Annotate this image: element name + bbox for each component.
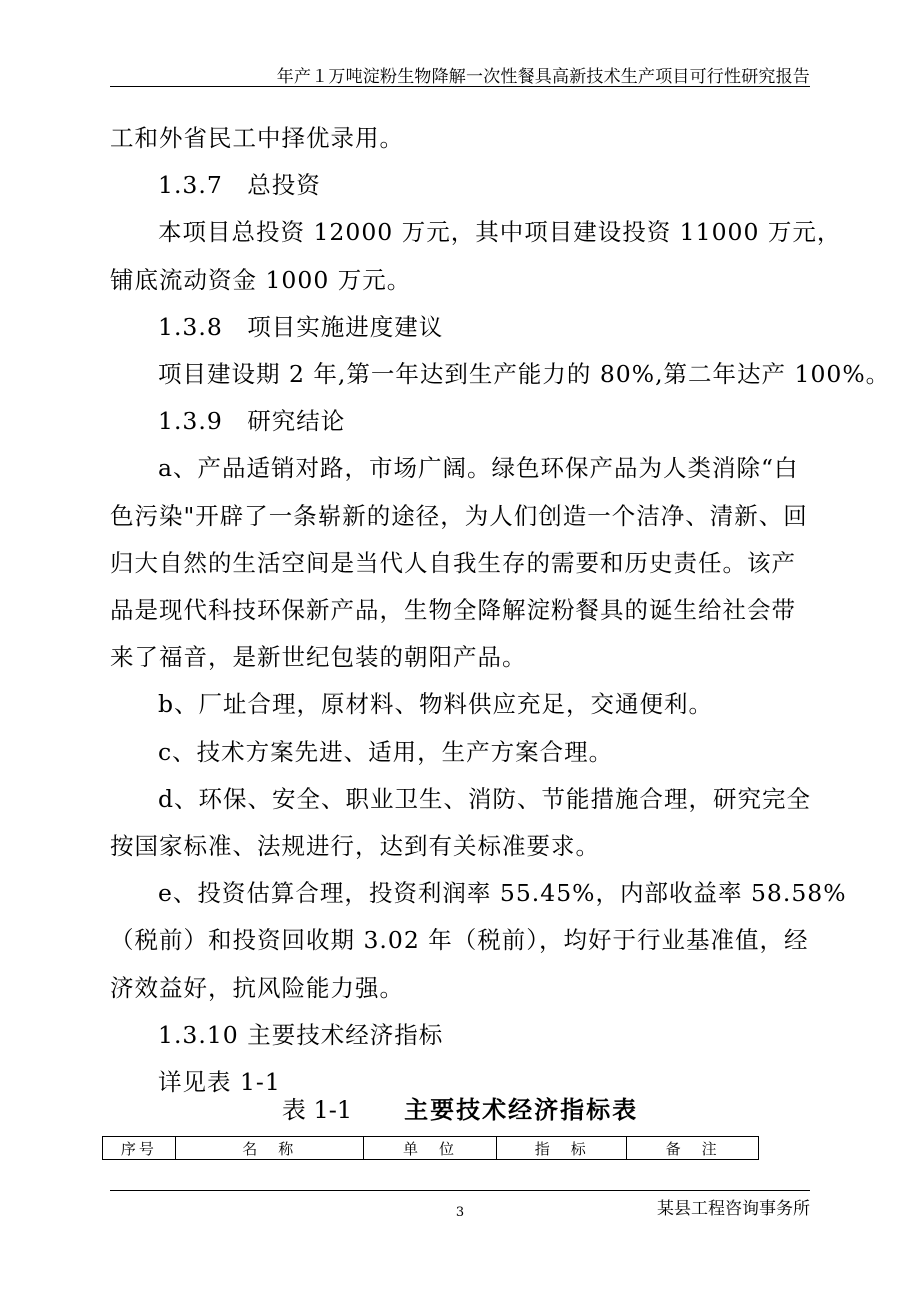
conclusion-a-line: 来了福音，是新世纪包装的朝阳产品。: [110, 643, 527, 672]
table-number: 表 1-1: [281, 1096, 353, 1124]
table-title: 主要技术经济指标表: [404, 1095, 639, 1124]
section-heading-1-3-8: 1.3.8 项目实施进度建议: [158, 312, 444, 341]
running-header: 年产１万吨淀粉生物降解一次性餐具高新技术生产项目可行性研究报告: [276, 67, 810, 87]
table-caption: [0, 1090, 920, 1125]
column-header-indicator: 指 标: [497, 1137, 627, 1160]
page-number: 3: [455, 1205, 465, 1220]
header-rule: [110, 86, 810, 87]
paragraph-schedule: 项目建设期 2 年,第一年达到生产能力的 80%,第二年达产 100%。: [158, 360, 891, 389]
conclusion-e-line: 济效益好，抗风险能力强。: [110, 973, 404, 1002]
indicator-table: [102, 1136, 759, 1160]
paragraph-see-table: 详见表 1-1: [158, 1068, 281, 1097]
conclusion-a: a、产品适销对路，市场广阔。绿色环保产品为人类消除“白: [158, 454, 799, 483]
conclusion-e-line: （税前）和投资回收期 3.02 年（税前），均好于行业基准值，经: [110, 926, 809, 955]
section-heading-1-3-7: 1.3.7 总投资: [158, 171, 321, 200]
paragraph-continuation: 工和外省民工中择优录用。: [110, 124, 404, 152]
conclusion-a-line: 品是现代科技环保新产品，生物全降解淀粉餐具的诞生给社会带: [110, 596, 796, 625]
table-header-row: [103, 1137, 759, 1160]
document-body: [110, 115, 891, 1106]
section-heading-1-3-10: 1.3.10 主要技术经济指标: [158, 1020, 444, 1049]
footer-rule: [110, 1190, 810, 1191]
conclusion-d-line: 按国家标准、法规进行，达到有关标准要求。: [110, 832, 600, 861]
conclusion-d: d、环保、安全、职业卫生、消防、节能措施合理，研究完全: [158, 784, 812, 813]
conclusion-e: e、投资估算合理，投资利润率 55.45%，内部收益率 58.58%: [158, 879, 847, 908]
conclusion-a-line: 色污染"开辟了一条崭新的途径，为人们创造一个洁净、清新、回: [110, 501, 808, 530]
column-header-index: 序号: [103, 1137, 176, 1160]
conclusion-b: b、厂址合理，原材料、物料供应充足，交通便利。: [158, 690, 714, 719]
paragraph-investment-cont: 铺底流动资金 1000 万元。: [110, 265, 412, 294]
column-header-unit: 单 位: [363, 1137, 497, 1160]
column-header-name: 名 称: [175, 1137, 363, 1160]
conclusion-a-line: 归大自然的生活空间是当代人自我生存的需要和历史责任。该产: [110, 548, 796, 577]
conclusion-c: c、技术方案先进、适用，生产方案合理。: [158, 737, 614, 766]
column-header-remarks: 备 注: [627, 1137, 759, 1160]
section-heading-1-3-9: 1.3.9 研究结论: [158, 407, 346, 436]
paragraph-investment: 本项目总投资 12000 万元，其中项目建设投资 11000 万元，: [158, 218, 842, 247]
footer-organization: 某县工程咨询事务所: [657, 1199, 810, 1219]
